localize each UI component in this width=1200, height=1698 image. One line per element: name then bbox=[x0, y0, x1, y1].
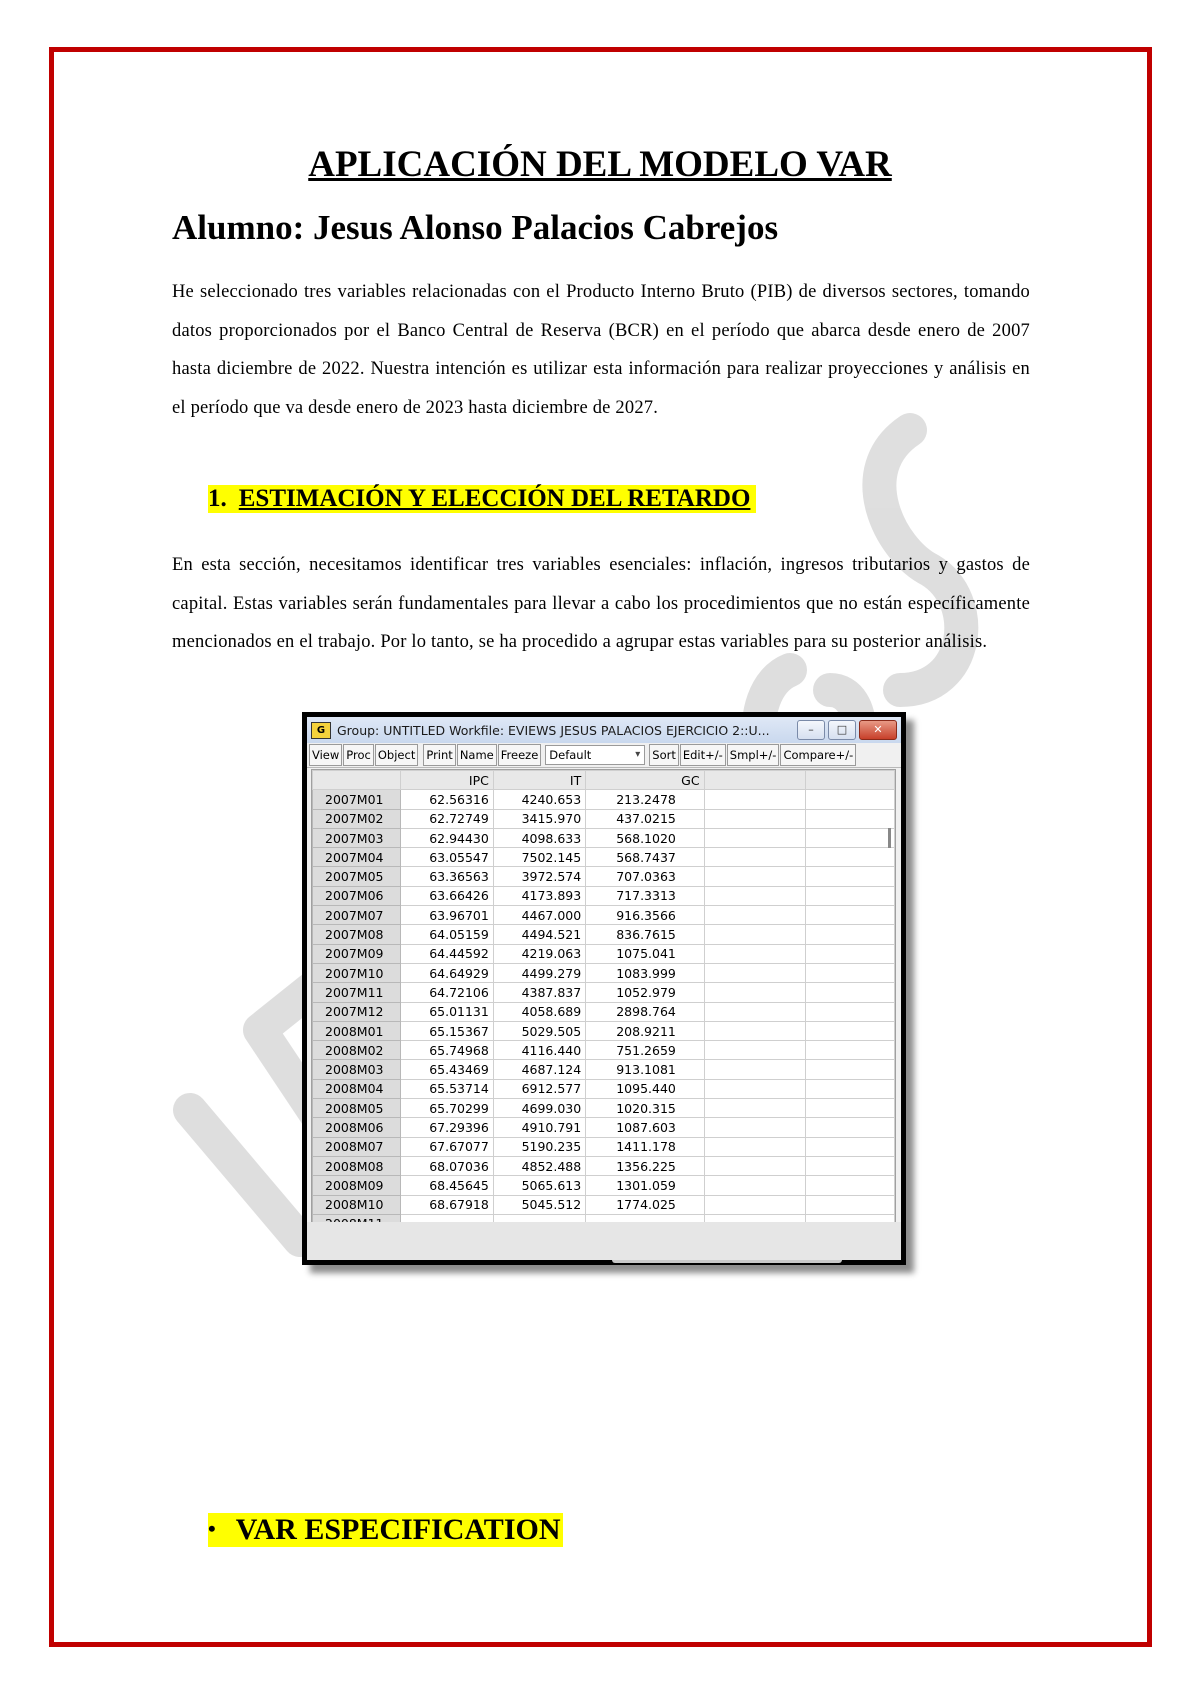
cell-it[interactable]: 4173.893 bbox=[493, 886, 585, 905]
empty-cell[interactable] bbox=[805, 848, 894, 867]
close-icon[interactable]: ✕ bbox=[859, 720, 897, 740]
table-row[interactable] bbox=[313, 1176, 895, 1195]
section-heading-2 bbox=[208, 1513, 563, 1547]
row-label[interactable]: 2008M06 bbox=[313, 1118, 401, 1137]
empty-cell[interactable] bbox=[805, 1156, 894, 1175]
empty-cell[interactable] bbox=[805, 1002, 894, 1021]
table-row[interactable] bbox=[313, 1195, 895, 1214]
cell-ipc[interactable]: 63.66426 bbox=[401, 886, 493, 905]
empty-cell[interactable] bbox=[805, 1099, 894, 1118]
edit-button[interactable]: Edit+/- bbox=[680, 744, 726, 766]
header-row bbox=[313, 771, 895, 790]
cell-ipc[interactable]: 63.36563 bbox=[401, 867, 493, 886]
cell-it[interactable]: 5065.613 bbox=[493, 1176, 585, 1195]
row-label[interactable]: 2008M08 bbox=[313, 1156, 401, 1175]
document-title: APLICACIÓN DEL MODELO VAR bbox=[308, 144, 892, 185]
cell-it[interactable]: 4098.633 bbox=[493, 828, 585, 847]
empty-cell[interactable] bbox=[805, 1041, 894, 1060]
row-label[interactable]: 2008M07 bbox=[313, 1137, 401, 1156]
empty-cell[interactable] bbox=[704, 1002, 805, 1021]
cell-gc[interactable]: 1774.025 bbox=[586, 1195, 704, 1214]
cell-ipc[interactable]: 63.05547 bbox=[401, 848, 493, 867]
empty-cell[interactable] bbox=[704, 1060, 805, 1079]
freeze-button[interactable]: Freeze bbox=[498, 744, 542, 766]
empty-cell[interactable] bbox=[805, 1176, 894, 1195]
cell-it[interactable]: 3972.574 bbox=[493, 867, 585, 886]
cell-it[interactable]: 4219.063 bbox=[493, 944, 585, 963]
cell-ipc[interactable]: 65.15367 bbox=[401, 1021, 493, 1040]
cell-ipc[interactable]: 65.74968 bbox=[401, 1041, 493, 1060]
cell-gc[interactable]: 751.2659 bbox=[586, 1041, 704, 1060]
empty-cell[interactable] bbox=[805, 886, 894, 905]
empty-cell[interactable] bbox=[704, 1156, 805, 1175]
column-header-ipc[interactable]: IPC bbox=[401, 771, 493, 790]
display-format-value: Default bbox=[549, 748, 592, 762]
empty-cell[interactable] bbox=[704, 1176, 805, 1195]
cell-ipc[interactable]: 63.96701 bbox=[401, 906, 493, 925]
row-label[interactable]: 2007M02 bbox=[313, 809, 401, 828]
empty-cell[interactable] bbox=[704, 983, 805, 1002]
empty-cell[interactable] bbox=[805, 1195, 894, 1214]
minimize-icon[interactable]: – bbox=[797, 720, 825, 740]
empty-cell[interactable] bbox=[704, 1021, 805, 1040]
cell-gc[interactable]: 1301.059 bbox=[586, 1176, 704, 1195]
empty-cell[interactable] bbox=[704, 1079, 805, 1098]
section-number: 1. bbox=[208, 485, 227, 512]
empty-cell[interactable] bbox=[704, 963, 805, 982]
table-row[interactable] bbox=[313, 1118, 895, 1137]
cell-ipc[interactable]: 68.67918 bbox=[401, 1195, 493, 1214]
cell-ipc[interactable]: 67.29396 bbox=[401, 1118, 493, 1137]
cell-gc[interactable]: 213.2478 bbox=[586, 790, 704, 809]
row-label[interactable]: 2008M01 bbox=[313, 1021, 401, 1040]
data-table bbox=[312, 770, 895, 1234]
row-label[interactable]: 2008M02 bbox=[313, 1041, 401, 1060]
window-footer bbox=[307, 1222, 901, 1260]
row-label[interactable]: 2008M05 bbox=[313, 1099, 401, 1118]
smpl-button[interactable]: Smpl+/- bbox=[727, 744, 780, 766]
table-row[interactable] bbox=[313, 925, 895, 944]
row-label[interactable]: 2007M03 bbox=[313, 828, 401, 847]
section-paragraph: En esta sección, necesitamos identificar tres variables esenciales: inflación, ingresos tributarios y gastos de capital. Estas variables serán fundamentales para llevar a cabo los procedimientos que no están específicamente mencionados en el trabajo. Por lo tanto, se ha procedido a agrupar estas variables para su posterior análisis. bbox=[172, 555, 1030, 652]
empty-cell[interactable] bbox=[704, 1195, 805, 1214]
table-row[interactable] bbox=[313, 886, 895, 905]
empty-cell[interactable] bbox=[704, 1041, 805, 1060]
section-heading-1 bbox=[208, 485, 756, 513]
empty-cell[interactable] bbox=[805, 867, 894, 886]
empty-cell[interactable] bbox=[704, 925, 805, 944]
cell-gc[interactable]: 1075.041 bbox=[586, 944, 704, 963]
empty-cell[interactable] bbox=[805, 1079, 894, 1098]
table-row[interactable] bbox=[313, 1079, 895, 1098]
empty-cell[interactable] bbox=[704, 867, 805, 886]
object-button[interactable]: Object bbox=[375, 744, 418, 766]
empty-cell[interactable] bbox=[704, 944, 805, 963]
table-row[interactable] bbox=[313, 1156, 895, 1175]
student-name: Alumno: Jesus Alonso Palacios Cabrejos bbox=[172, 208, 779, 247]
row-label[interactable]: 2007M11 bbox=[313, 983, 401, 1002]
empty-cell[interactable] bbox=[805, 1118, 894, 1137]
window-toolbar bbox=[307, 743, 901, 768]
table-row[interactable] bbox=[313, 906, 895, 925]
empty-cell[interactable] bbox=[704, 790, 805, 809]
table-row[interactable] bbox=[313, 963, 895, 982]
spreadsheet-grid[interactable] bbox=[311, 769, 896, 1223]
row-label[interactable]: 2008M10 bbox=[313, 1195, 401, 1214]
cell-it[interactable]: 4852.488 bbox=[493, 1156, 585, 1175]
cell-ipc[interactable]: 62.94430 bbox=[401, 828, 493, 847]
row-label[interactable]: 2007M04 bbox=[313, 848, 401, 867]
cell-it[interactable]: 4910.791 bbox=[493, 1118, 585, 1137]
cell-gc[interactable]: 707.0363 bbox=[586, 867, 704, 886]
cell-it[interactable]: 6912.577 bbox=[493, 1079, 585, 1098]
cell-ipc[interactable]: 65.43469 bbox=[401, 1060, 493, 1079]
cell-gc[interactable]: 916.3566 bbox=[586, 906, 704, 925]
cell-gc[interactable]: 437.0215 bbox=[586, 809, 704, 828]
eviews-app-icon: G bbox=[311, 722, 331, 739]
table-row[interactable] bbox=[313, 983, 895, 1002]
row-label[interactable]: 2007M07 bbox=[313, 906, 401, 925]
cell-it[interactable]: 4058.689 bbox=[493, 1002, 585, 1021]
row-label[interactable]: 2008M03 bbox=[313, 1060, 401, 1079]
empty-cell[interactable] bbox=[704, 828, 805, 847]
compare-button[interactable]: Compare+/- bbox=[780, 744, 856, 766]
window-title: Group: UNTITLED Workfile: EVIEWS JESUS PALACIOS EJERCICIO 2::U... bbox=[337, 722, 770, 738]
vertical-scrollbar[interactable] bbox=[888, 828, 891, 848]
empty-cell[interactable] bbox=[805, 925, 894, 944]
row-label[interactable]: 2008M09 bbox=[313, 1176, 401, 1195]
cell-gc[interactable]: 1356.225 bbox=[586, 1156, 704, 1175]
empty-cell[interactable] bbox=[805, 828, 894, 847]
column-header-gc[interactable]: GC bbox=[586, 771, 704, 790]
cell-gc[interactable]: 836.7615 bbox=[586, 925, 704, 944]
table-row[interactable] bbox=[313, 1137, 895, 1156]
empty-cell[interactable] bbox=[805, 944, 894, 963]
cell-it[interactable]: 4240.653 bbox=[493, 790, 585, 809]
row-label[interactable]: 2007M09 bbox=[313, 944, 401, 963]
table-row[interactable] bbox=[313, 944, 895, 963]
maximize-icon[interactable]: □ bbox=[828, 720, 856, 740]
empty-cell[interactable] bbox=[704, 1099, 805, 1118]
empty-cell[interactable] bbox=[805, 790, 894, 809]
cell-it[interactable]: 4467.000 bbox=[493, 906, 585, 925]
proc-button[interactable]: Proc bbox=[343, 744, 374, 766]
cell-ipc[interactable]: 64.64929 bbox=[401, 963, 493, 982]
section-title: VAR ESPECIFICATION bbox=[235, 1513, 561, 1546]
chevron-down-icon: ▾ bbox=[635, 749, 641, 760]
empty-cell[interactable] bbox=[704, 906, 805, 925]
cell-gc[interactable]: 913.1081 bbox=[586, 1060, 704, 1079]
row-label[interactable]: 2007M05 bbox=[313, 867, 401, 886]
column-header-empty bbox=[704, 771, 805, 790]
cell-ipc[interactable]: 68.45645 bbox=[401, 1176, 493, 1195]
cell-it[interactable]: 4699.030 bbox=[493, 1099, 585, 1118]
row-label[interactable]: 2007M12 bbox=[313, 1002, 401, 1021]
print-button[interactable]: Print bbox=[423, 744, 455, 766]
cell-gc[interactable]: 1087.603 bbox=[586, 1118, 704, 1137]
bullet-icon: • bbox=[208, 1516, 216, 1541]
cell-ipc[interactable]: 65.70299 bbox=[401, 1099, 493, 1118]
cell-gc[interactable]: 1083.999 bbox=[586, 963, 704, 982]
cell-gc[interactable]: 568.7437 bbox=[586, 848, 704, 867]
table-row[interactable] bbox=[313, 1041, 895, 1060]
table-row[interactable] bbox=[313, 1099, 895, 1118]
cell-it[interactable]: 5045.512 bbox=[493, 1195, 585, 1214]
column-header-empty bbox=[805, 771, 894, 790]
table-row[interactable] bbox=[313, 1021, 895, 1040]
table-row[interactable] bbox=[313, 848, 895, 867]
row-label[interactable]: 2007M01 bbox=[313, 790, 401, 809]
cell-gc[interactable]: 2898.764 bbox=[586, 1002, 704, 1021]
cell-gc[interactable]: 208.9211 bbox=[586, 1021, 704, 1040]
empty-cell[interactable] bbox=[704, 809, 805, 828]
row-label[interactable]: 2007M08 bbox=[313, 925, 401, 944]
table-row[interactable] bbox=[313, 828, 895, 847]
cell-it[interactable]: 3415.970 bbox=[493, 809, 585, 828]
empty-cell[interactable] bbox=[805, 1021, 894, 1040]
table-row[interactable] bbox=[313, 1060, 895, 1079]
cell-ipc[interactable]: 62.72749 bbox=[401, 809, 493, 828]
table-row[interactable] bbox=[313, 790, 895, 809]
empty-cell[interactable] bbox=[805, 906, 894, 925]
cell-ipc[interactable]: 65.53714 bbox=[401, 1079, 493, 1098]
row-label[interactable]: 2007M06 bbox=[313, 886, 401, 905]
empty-cell[interactable] bbox=[805, 1137, 894, 1156]
cell-gc[interactable]: 1020.315 bbox=[586, 1099, 704, 1118]
cell-gc[interactable]: 1052.979 bbox=[586, 983, 704, 1002]
cell-gc[interactable]: 1095.440 bbox=[586, 1079, 704, 1098]
row-label[interactable]: 2007M10 bbox=[313, 963, 401, 982]
cell-ipc[interactable]: 68.07036 bbox=[401, 1156, 493, 1175]
cell-it[interactable]: 4387.837 bbox=[493, 983, 585, 1002]
section-title: ESTIMACIÓN Y ELECCIÓN DEL RETARDO bbox=[238, 485, 751, 512]
empty-cell[interactable] bbox=[805, 983, 894, 1002]
empty-cell[interactable] bbox=[704, 848, 805, 867]
cell-ipc[interactable]: 64.44592 bbox=[401, 944, 493, 963]
cell-ipc[interactable]: 67.67077 bbox=[401, 1137, 493, 1156]
eviews-window bbox=[307, 717, 901, 1260]
row-label[interactable]: 2008M04 bbox=[313, 1079, 401, 1098]
obs-header bbox=[313, 771, 401, 790]
empty-cell[interactable] bbox=[704, 1118, 805, 1137]
cell-ipc[interactable]: 62.56316 bbox=[401, 790, 493, 809]
sort-button[interactable]: Sort bbox=[649, 744, 679, 766]
cell-it[interactable]: 4494.521 bbox=[493, 925, 585, 944]
cell-ipc[interactable]: 64.05159 bbox=[401, 925, 493, 944]
column-header-it[interactable]: IT bbox=[493, 771, 585, 790]
table-row[interactable] bbox=[313, 867, 895, 886]
display-format-select[interactable] bbox=[545, 745, 645, 765]
window-titlebar[interactable] bbox=[307, 717, 901, 743]
cell-it[interactable]: 4499.279 bbox=[493, 963, 585, 982]
name-button[interactable]: Name bbox=[457, 744, 497, 766]
empty-cell[interactable] bbox=[805, 809, 894, 828]
intro-paragraph: He seleccionado tres variables relacionadas con el Producto Interno Bruto (PIB) de diversos sectores, tomando datos proporcionados por el Banco Central de Reserva (BCR) en el período que abarca desde enero de 2007 hasta diciembre de 2022. Nuestra intención es utilizar esta información para realizar proyecciones y análisis en el período que va desde enero de 2023 hasta diciembre de 2027. bbox=[172, 282, 1030, 418]
empty-cell[interactable] bbox=[704, 1137, 805, 1156]
cell-ipc[interactable]: 65.01131 bbox=[401, 1002, 493, 1021]
view-button[interactable]: View bbox=[309, 744, 342, 766]
cell-gc[interactable]: 568.1020 bbox=[586, 828, 704, 847]
cell-it[interactable]: 4687.124 bbox=[493, 1060, 585, 1079]
cell-it[interactable]: 5190.235 bbox=[493, 1137, 585, 1156]
cell-it[interactable]: 4116.440 bbox=[493, 1041, 585, 1060]
cell-gc[interactable]: 717.3313 bbox=[586, 886, 704, 905]
empty-cell[interactable] bbox=[805, 1060, 894, 1079]
cell-gc[interactable]: 1411.178 bbox=[586, 1137, 704, 1156]
table-row[interactable] bbox=[313, 809, 895, 828]
table-row[interactable] bbox=[313, 1002, 895, 1021]
empty-cell[interactable] bbox=[704, 886, 805, 905]
cell-it[interactable]: 5029.505 bbox=[493, 1021, 585, 1040]
cell-ipc[interactable]: 64.72106 bbox=[401, 983, 493, 1002]
empty-cell[interactable] bbox=[805, 963, 894, 982]
cell-it[interactable]: 7502.145 bbox=[493, 848, 585, 867]
